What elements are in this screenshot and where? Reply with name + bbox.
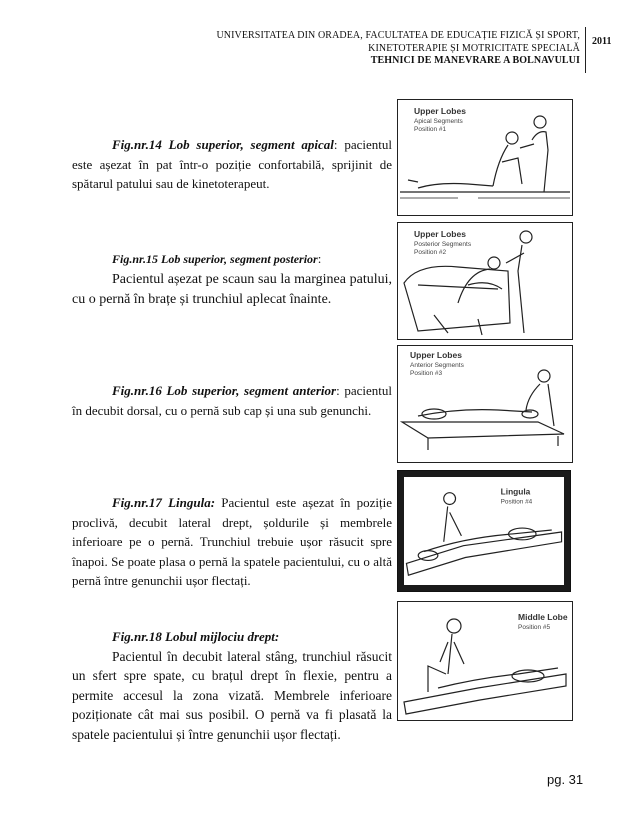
section-fig-15: Fig.nr.15 Lob superior, segment posterior: Pacientul așezat pe scaun sau la marginea patului, cu o pernă în brațe și trunchiul aplecat înainte. [72,249,392,310]
section-fig-16: Fig.nr.16 Lob superior, segment anterior: pacientul în decubit dorsal, cu o pernă sub cap și una sub genunchi. [72,383,392,418]
figure-3-title: Upper Lobes [410,350,462,360]
illustration-middle-lobe [398,602,572,720]
caption-fig-18: Fig.nr.18 Lobul mijlociu drept: [112,629,280,644]
figure-1-title: Upper Lobes [414,106,466,116]
header-line-1: UNIVERSITATEA DIN ORADEA, FACULTATEA DE EDUCAȚIE FIZICĂ ȘI SPORT, [216,30,580,41]
figure-2-position: Position #2 [414,249,447,256]
illustration-apical [398,100,572,215]
figure-3-position: Position #3 [410,370,443,377]
text-fig-15: Pacientul așezat pe scaun sau la marginea patului, cu o pernă în brațe și trunchiul aplecat înainte. [72,271,392,307]
running-header [180,30,580,68]
caption-fig-15: Fig.nr.15 Lob superior, segment posterior [112,252,318,266]
figure-1-position: Position #1 [414,126,447,133]
figure-1-subtitle: Apical Segments [414,118,463,125]
figure-4-title: Lingula [500,486,531,497]
header-line-3: TEHNICI DE MANEVRARE A BOLNAVULUI [370,55,580,66]
figure-5-position: Position #5 [518,624,551,631]
section-fig-14: Fig.nr.14 Lob superior, segment apical: pacientul este așezat în pat într-o poziție confortabilă, sprijinit de spătarul patului sau de kinetoterapeut. [72,137,392,191]
illustration-posterior [398,223,572,339]
caption-fig-14: Fig.nr.14 Lob superior, segment apical [112,137,334,152]
figure-3-subtitle: Anterior Segments [410,362,464,369]
figure-2-subtitle: Posterior Segments [414,241,472,248]
figure-anterior-segments [397,345,573,463]
figure-5-title: Middle Lobe [518,612,568,622]
header-divider [585,27,586,73]
section-fig-18 [72,627,392,744]
illustration-lingula [404,477,564,585]
text-fig-14: pacientul este așezat în pat într-o poziție confortabilă, sprijinit de spătarul patului sau de kinetoterapeut. [72,137,392,191]
caption-fig-16: Fig.nr.16 Lob superior, segment anterior [112,383,337,398]
text-fig-17: Pacientul este așezat în poziție proclivă, decubit lateral drept, șoldurile și membrele inferioare pe o pernă. Trunchiul trebuie ușor răsucit spre înapoi. Se poate plasa o pernă la spatele pacientului, cu o altă pernă între genunchii ușor flectați. [72,495,393,588]
text-fig-16: pacientul în decubit dorsal, cu o pernă sub cap și una sub genunchi. [72,383,392,418]
section-fig-17 [72,493,392,591]
illustration-anterior [398,346,572,462]
figure-2-title: Upper Lobes [414,229,466,239]
figure-apical-segments [397,99,573,216]
figure-lingula [397,470,571,592]
figure-middle-lobe [397,601,573,721]
text-fig-18: Pacientul în decubit lateral stâng, trunchiul răsucit un sfert spre spate, cu brațul drept în flexie, pentru a permite accesul la zona vizată. Membrele inferioare poziționate cât mai sus posibil. O pernă va fi plasată la spatele pacientului și între genunchii ușor flectați. [72,648,392,742]
figure-4-position: Position #4 [500,498,533,506]
header-line-2: KINETOTERAPIE ȘI MOTRICITATE SPECIALĂ [368,42,580,54]
caption-fig-17: Fig.nr.17 Lingula: [112,495,216,510]
header-year: 2011 [592,36,612,47]
figure-posterior-segments [397,222,573,340]
page-number: pg. 31 [547,772,584,787]
